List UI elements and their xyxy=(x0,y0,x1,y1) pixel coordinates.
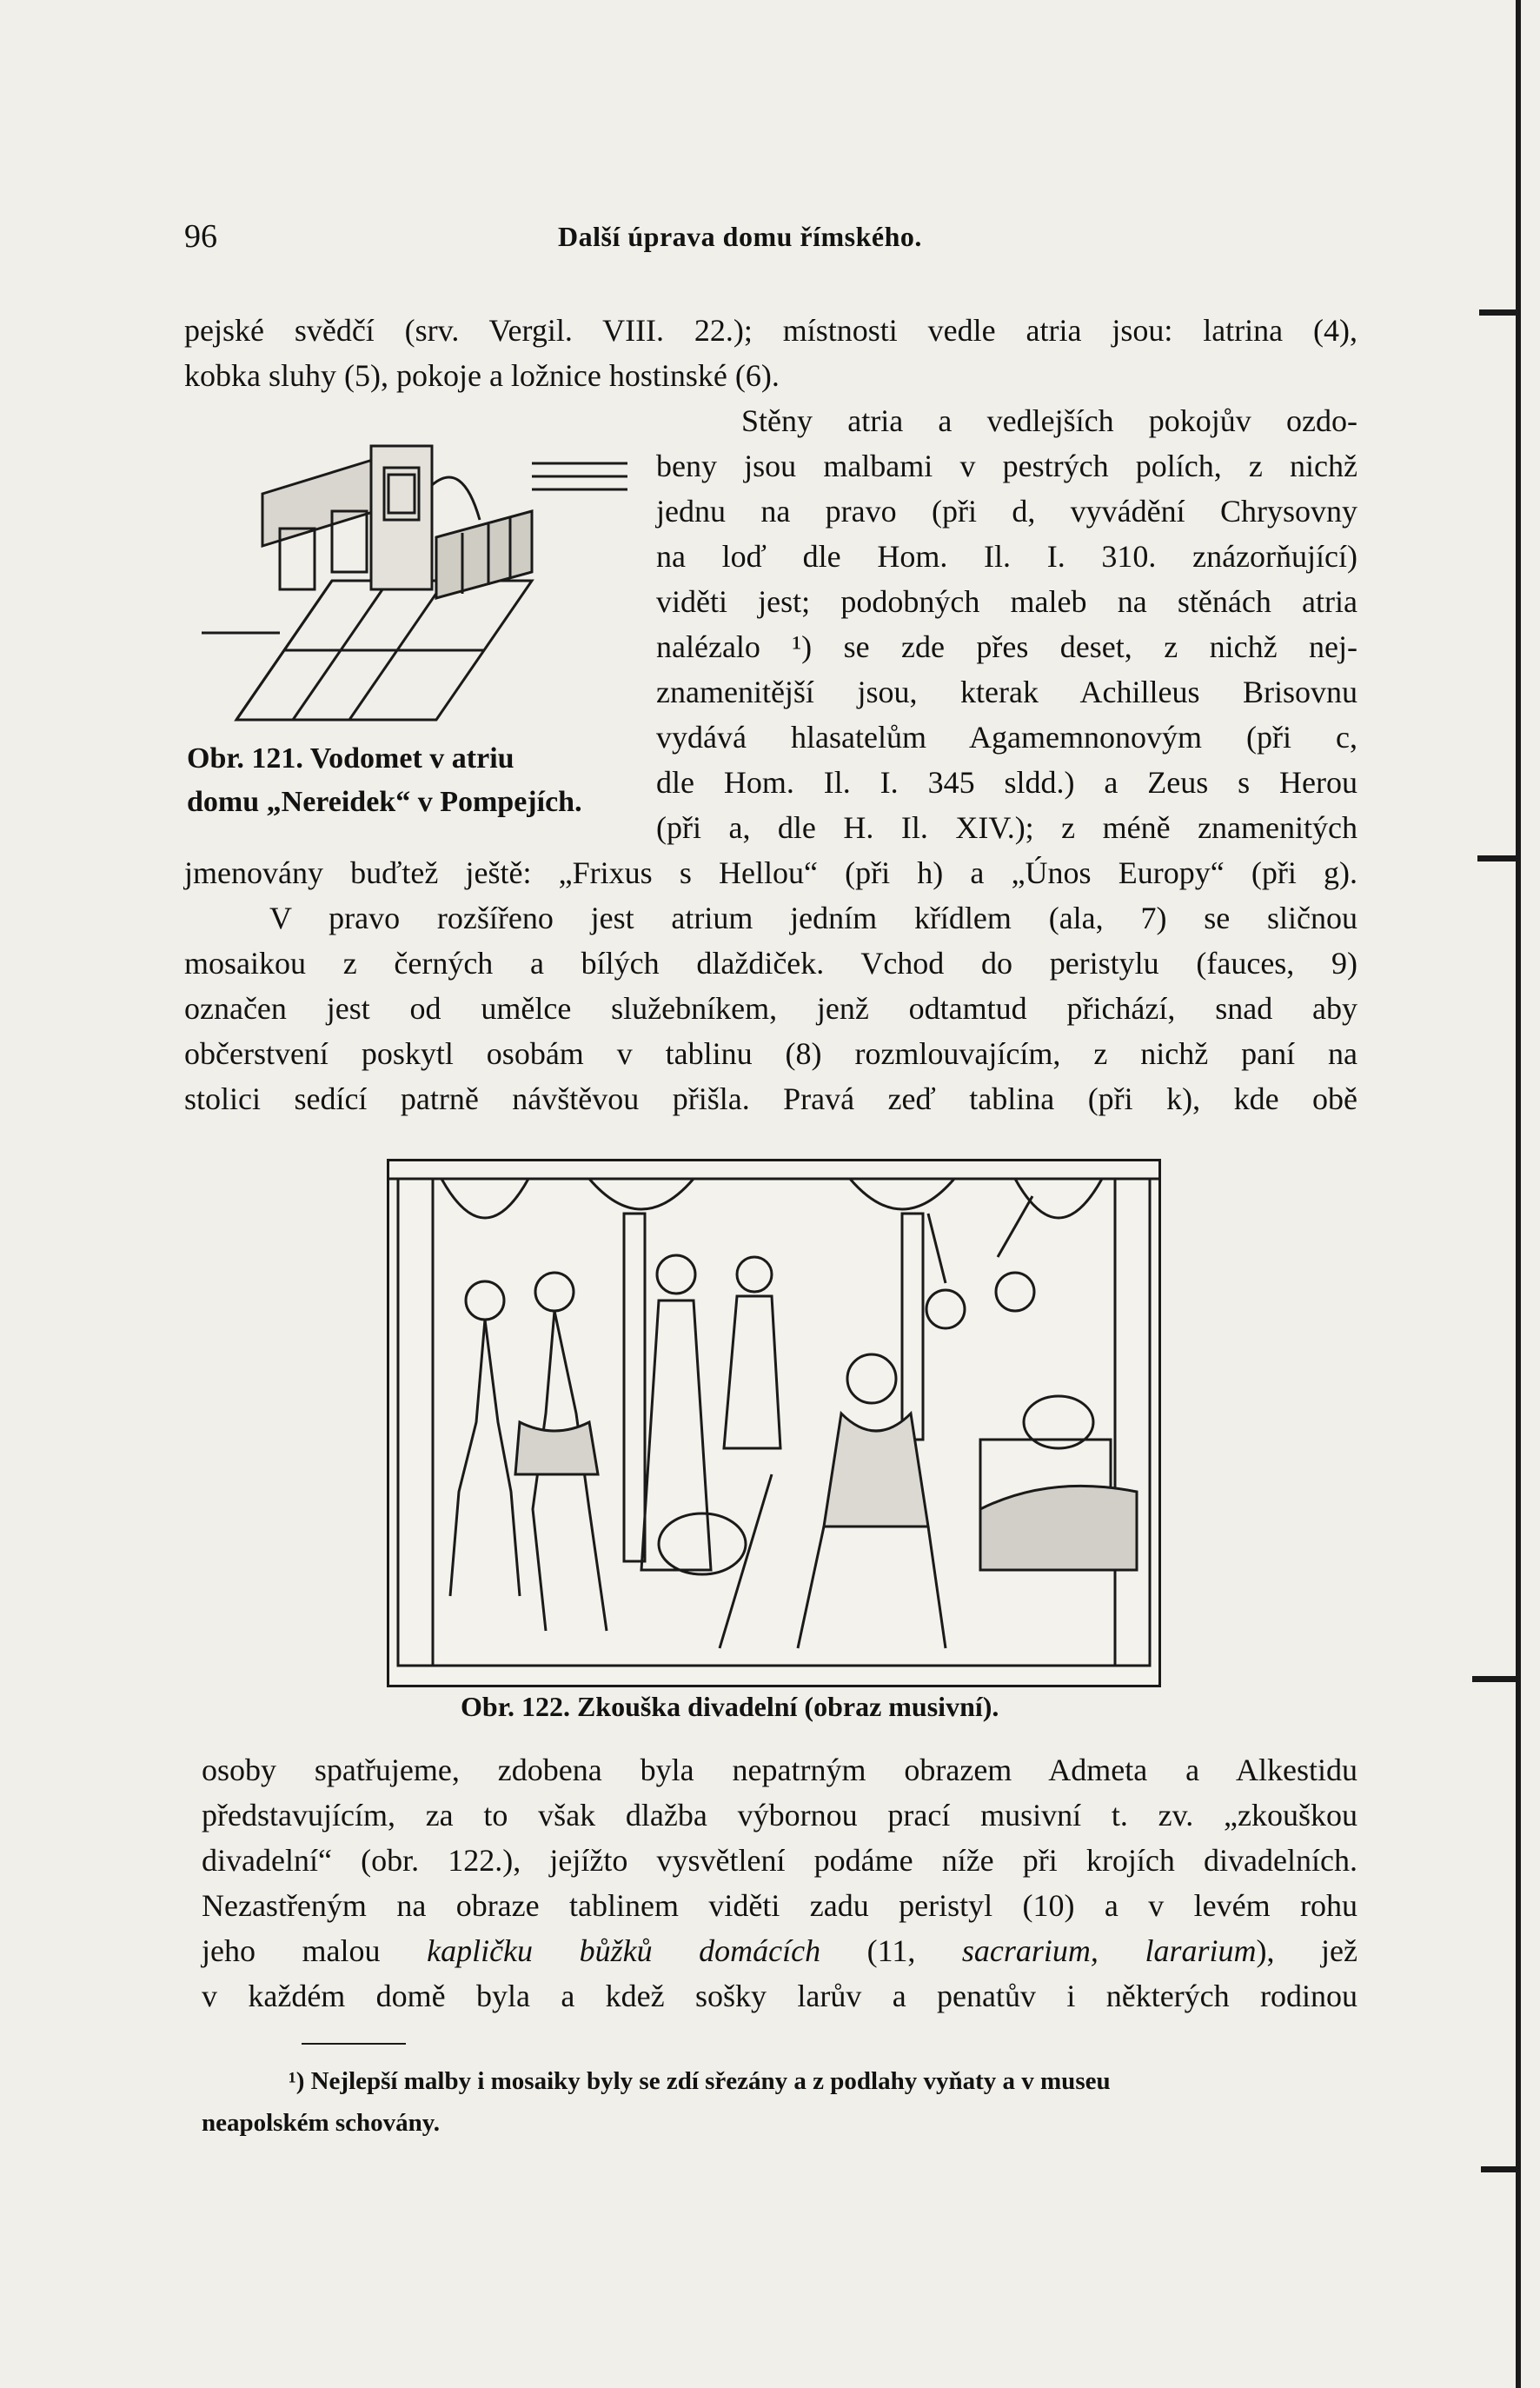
text-line: občerstvení poskytl osobám v tablinu (8) rozmlouvajícím, z nichž paní na xyxy=(184,1036,1357,1071)
footnote xyxy=(202,2060,1111,2144)
text-line: dle Hom. Il. I. 345 sldd.) a Zeus s Herou xyxy=(656,765,1357,800)
page-edge-binding xyxy=(1516,0,1521,2388)
italic-term: kapličku bůžků domácích xyxy=(427,1933,821,1968)
paragraph-right-column xyxy=(656,398,1357,850)
text-line: kobka sluhy (5), pokoje a ložnice hostinské (6). xyxy=(184,358,780,393)
paragraph-bottom xyxy=(202,1747,1357,2019)
edge-mark xyxy=(1479,309,1521,316)
edge-mark xyxy=(1477,855,1521,861)
text-line-italic xyxy=(202,1928,1357,1973)
footnote-line: ¹) Nejlepší malby i mosaiky byly se zdí sřezány a z podlahy vyňaty a v museu xyxy=(289,2067,1111,2095)
footnote-rule xyxy=(302,2043,406,2045)
figure-122-mosaic xyxy=(387,1159,1161,1687)
text-line: představujícím, za to však dlažba výbornou prací musivní t. zv. „zkouškou xyxy=(202,1798,1357,1833)
text-fragment: jeho malou xyxy=(202,1933,428,1968)
text-line: viděti jest; podobných maleb na stěnách atria xyxy=(656,584,1357,619)
text-line: Nezastřeným na obraze tablinem viděti zadu peristyl (10) a v levém rohu xyxy=(202,1888,1357,1923)
text-line: na loď dle Hom. Il. I. 310. znázorňující) xyxy=(656,539,1357,574)
running-head: Další úprava domu římského. xyxy=(558,221,922,252)
text-line: nalézalo ¹) se zde přes deset, z nichž nej- xyxy=(656,629,1357,664)
text-line: znamenitější jsou, kterak Achilleus Brisovnu xyxy=(656,675,1357,709)
paragraph-top xyxy=(184,308,1357,353)
figure-121-fountain xyxy=(202,424,627,724)
footnote-line: neapolském schovány. xyxy=(202,2109,440,2137)
text-line: (při a, dle H. Il. XIV.); z méně znamenitých xyxy=(656,810,1357,845)
caption-line: Obr. 121. Vodomet v atriu xyxy=(187,742,514,775)
text-line: mosaikou z černých a bílých dlaždiček. Vchod do peristylu (fauces, 9) xyxy=(184,946,1357,981)
edge-mark xyxy=(1472,1676,1521,1682)
text-line: osoby spatřujeme, zdobena byla nepatrným obrazem Admeta a Alkestidu xyxy=(202,1753,1357,1787)
edge-mark xyxy=(1481,2166,1521,2172)
page-header xyxy=(184,217,1357,261)
text-line: pejské svědčí (srv. Vergil. VIII. 22.); místnosti vedle atria jsou: latrina (4), xyxy=(184,313,1357,348)
text-line: stolici sedící patrně návštěvou přišla. Pravá zeď tablina (při k), kde obě xyxy=(184,1081,1357,1116)
text-line: vydává hlasatelům Agamemnonovým (při c, xyxy=(656,720,1357,755)
paragraph-middle xyxy=(184,850,1357,1121)
text-line: označen jest od umělce služebníkem, jenž odtamtud přichází, snad aby xyxy=(184,991,1357,1026)
text-line: v každém domě byla a kdež sošky larův a penatův i některých rodinou xyxy=(202,1979,1357,2013)
text-fragment: ), jež xyxy=(1256,1933,1357,1968)
page-number: 96 xyxy=(184,218,217,255)
caption-line: domu „Nereidek“ v Pompejích. xyxy=(187,786,582,818)
italic-term: sacrarium, lararium xyxy=(961,1933,1257,1968)
text-line: V pravo rozšířeno jest atrium jedním křídlem (ala, 7) se sličnou xyxy=(269,901,1357,935)
text-line: jmenovány buďtež ještě: „Frixus s Hellou“ (při h) a „Únos Europy“ (při g). xyxy=(184,855,1357,890)
figure-122-caption: Obr. 122. Zkouška divadelní (obraz musivní). xyxy=(461,1691,999,1722)
figure-121-caption xyxy=(187,737,582,824)
text-fragment: (11, xyxy=(820,1933,962,1968)
text-line: Stěny atria a vedlejších pokojův ozdo- xyxy=(741,403,1357,438)
text-line: divadelní“ (obr. 122.), jejížto vysvětlení podáme níže při krojích divadelních. xyxy=(202,1843,1357,1878)
text-line: jednu na pravo (při d, vyvádění Chrysovny xyxy=(656,494,1357,529)
text-line: beny jsou malbami v pestrých polích, z nichž xyxy=(656,449,1357,483)
